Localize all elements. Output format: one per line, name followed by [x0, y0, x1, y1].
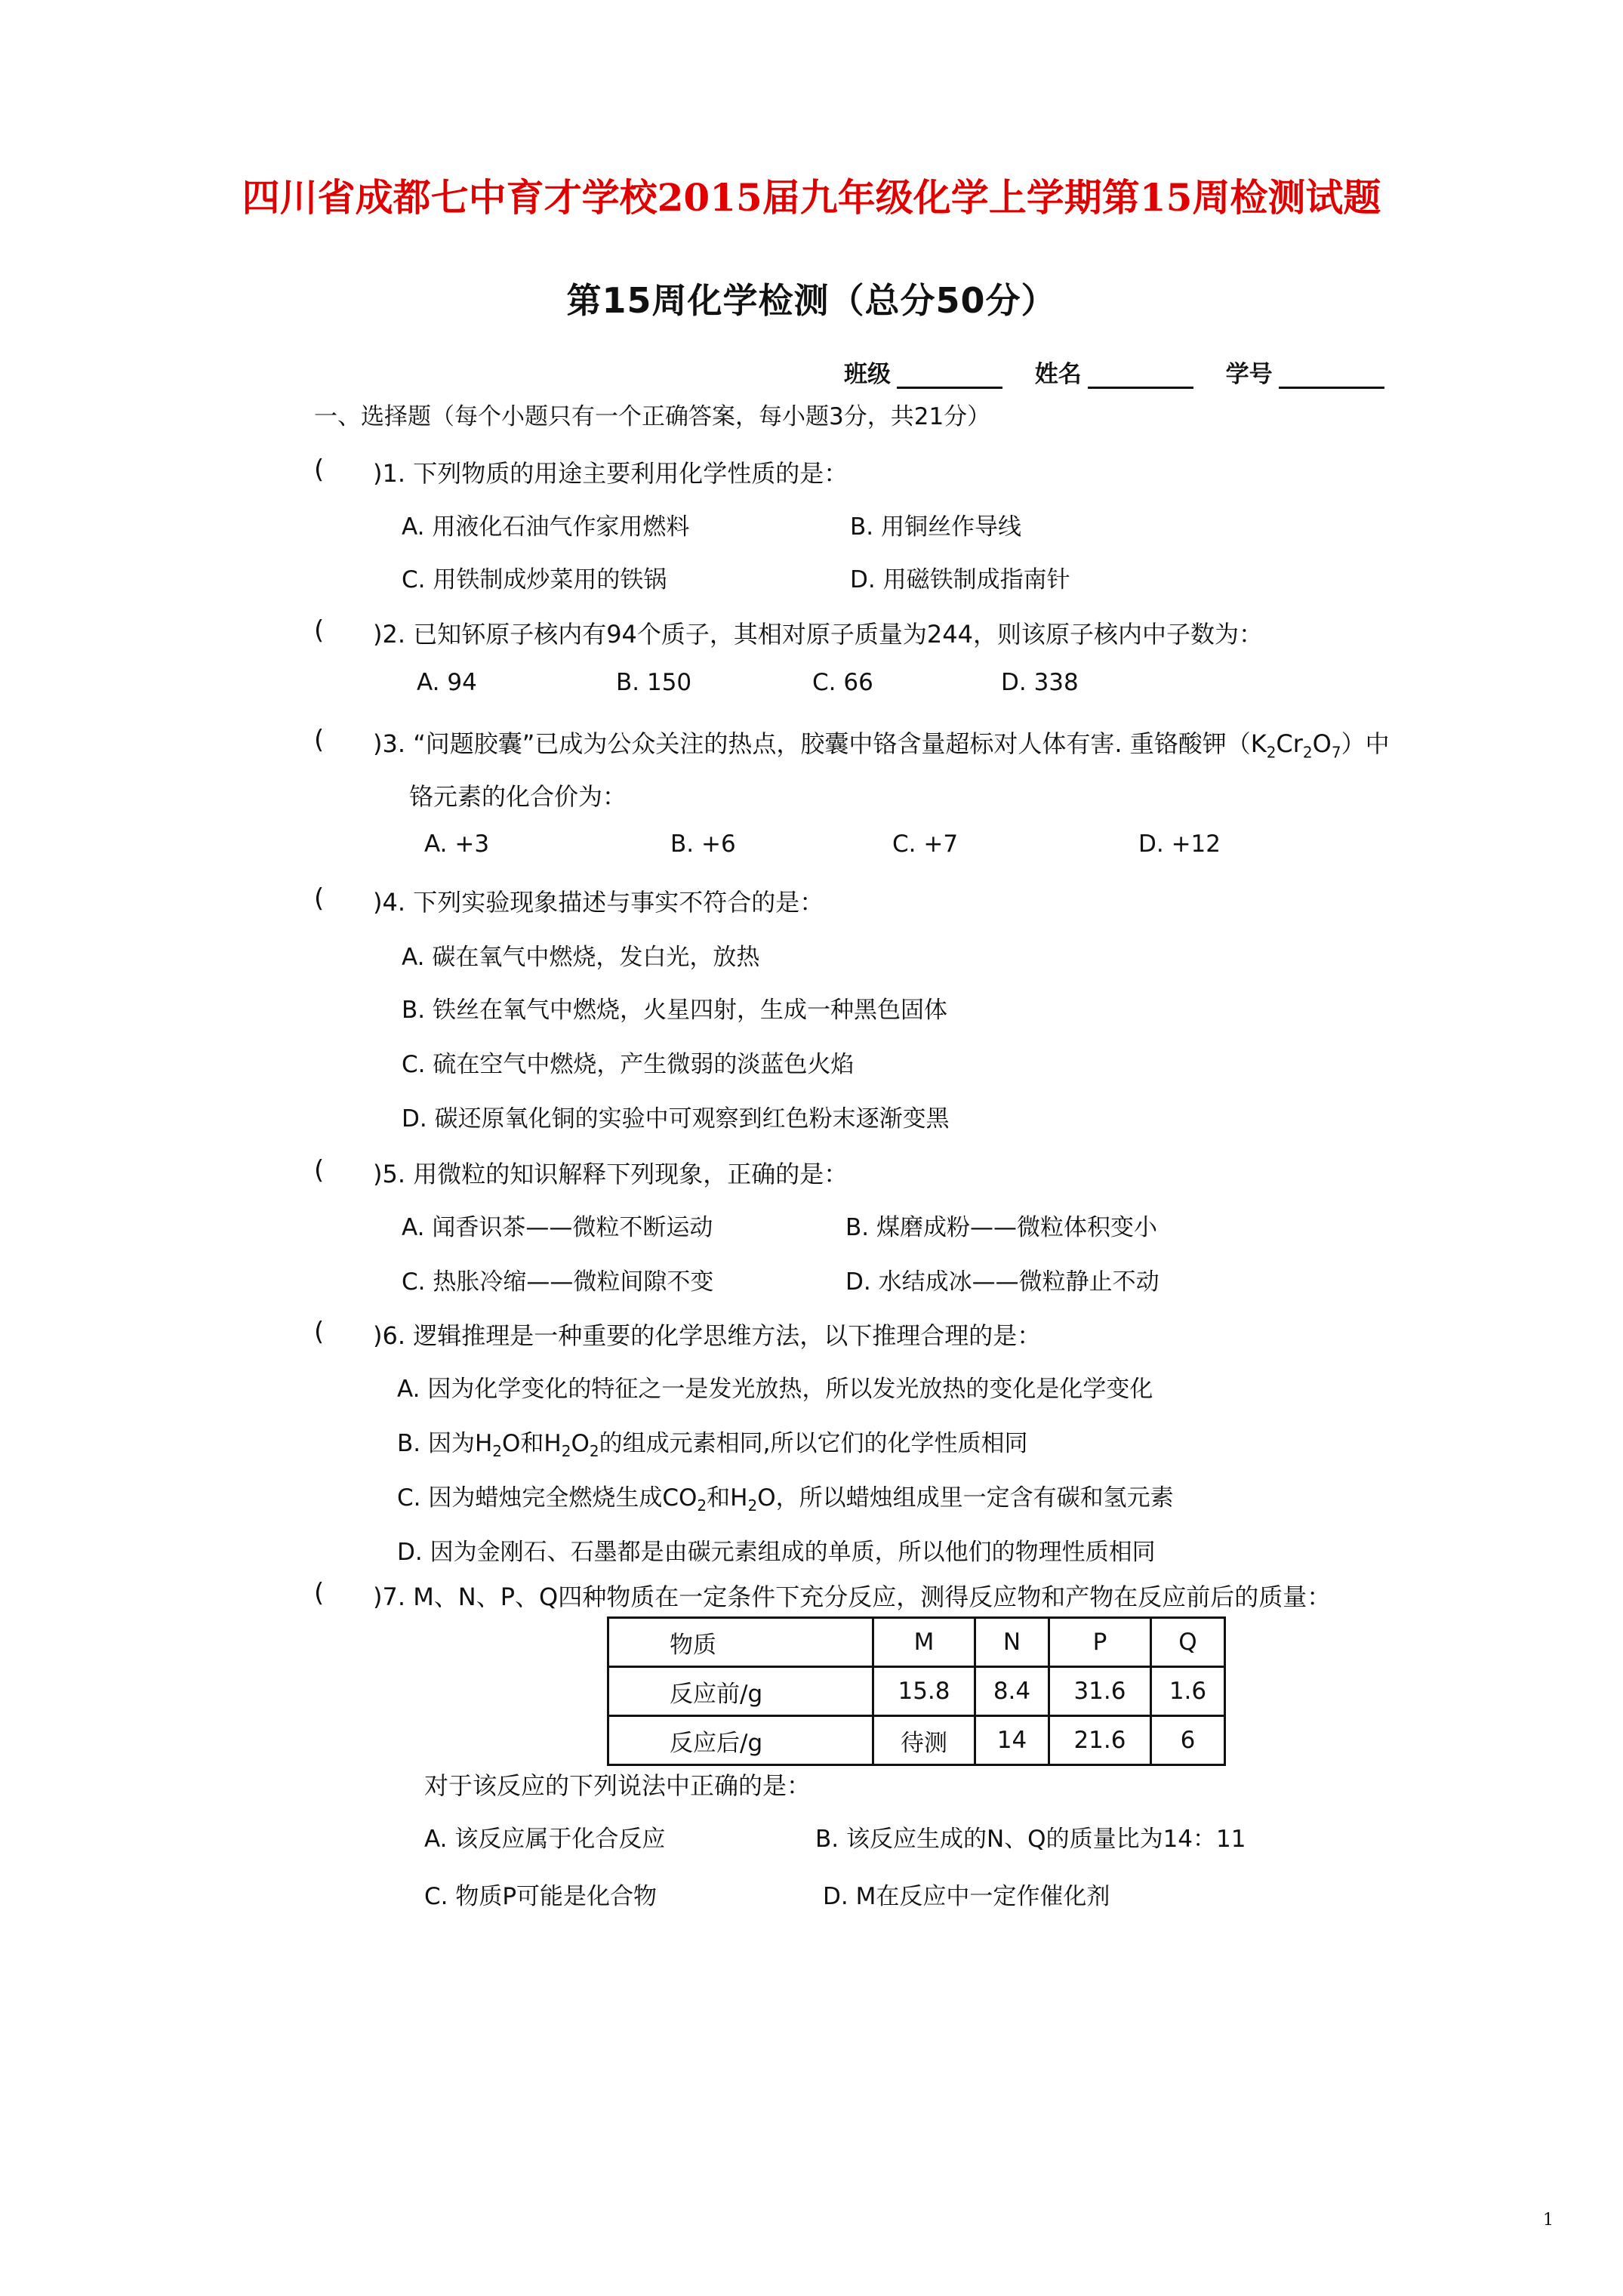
q5-option-b: B. 煤磨成粉——微粒体积变小 [845, 1214, 1157, 1241]
answer-paren-q4: ( [314, 883, 325, 914]
question-4-stem: )4. 下列实验现象描述与事实不符合的是： [373, 888, 824, 917]
q3-option-d: D. +12 [1138, 831, 1221, 858]
answer-paren-q1: ( [314, 455, 325, 485]
id-label: 学号 [1225, 361, 1273, 388]
answer-paren-q7: ( [314, 1578, 325, 1608]
table-cell: 31.6 [1049, 1667, 1150, 1716]
q1-option-a: A. 用液化石油气作家用燃料 [402, 513, 690, 541]
table-cell: 反应后/g [608, 1716, 873, 1765]
table-cell: 1.6 [1150, 1667, 1224, 1716]
q3-option-b: B. +6 [670, 831, 736, 858]
table-header-cell: P [1049, 1618, 1150, 1667]
table-cell: 14 [975, 1716, 1049, 1765]
question-6-stem: )6. 逻辑推理是一种重要的化学思维方法，以下推理合理的是： [373, 1321, 1042, 1350]
table-cell: 反应前/g [608, 1667, 873, 1716]
answer-paren-q2: ( [314, 615, 325, 646]
table-cell: 6 [1150, 1716, 1224, 1765]
q1-option-c: C. 用铁制成炒菜用的铁锅 [402, 566, 667, 593]
name-blank [1088, 364, 1193, 389]
q1-option-d: D. 用磁铁制成指南针 [850, 566, 1070, 593]
question-3-stem-line2: 铬元素的化合价为： [409, 782, 627, 811]
table-row [608, 1716, 1225, 1765]
table-row [608, 1667, 1225, 1716]
table-header-row [608, 1618, 1225, 1667]
q2-option-d: D. 338 [1001, 669, 1079, 696]
student-info-fields [844, 355, 1384, 389]
q6-option-a: A. 因为化学变化的特征之一是发光放热，所以发光放热的变化是化学变化 [397, 1376, 1153, 1403]
q3-option-c: C. +7 [892, 831, 959, 858]
q7-option-b: B. 该反应生成的N、Q的质量比为14：11 [815, 1826, 1246, 1853]
name-label: 姓名 [1034, 361, 1082, 388]
q6-option-d: D. 因为金刚石、石墨都是由碳元素组成的单质，所以他们的物理性质相同 [397, 1539, 1156, 1566]
answer-paren-q3: ( [314, 725, 325, 755]
q7-option-c: C. 物质P可能是化合物 [424, 1883, 658, 1910]
q2-option-b: B. 150 [616, 669, 692, 696]
q4-option-b: B. 铁丝在氧气中燃烧，火星四射，生成一种黑色固体 [402, 997, 947, 1024]
table-header-cell: M [873, 1618, 975, 1667]
q5-option-c: C. 热胀冷缩——微粒间隙不变 [402, 1268, 714, 1296]
q6-option-b: B. 因为$H_2O$和$H_2O_2$的组成元素相同,所以它们的化学性质相同 [397, 1430, 1028, 1461]
table-header-cell: 物质 [608, 1618, 873, 1667]
section-heading: 一、选择题（每个小题只有一个正确答案，每小题3分，共21分） [314, 403, 991, 430]
question-1-stem: )1. 下列物质的用途主要利用化学性质的是： [373, 459, 848, 488]
q5-option-a: A. 闻香识茶——微粒不断运动 [402, 1214, 713, 1241]
table-header-cell: Q [1150, 1618, 1224, 1667]
class-label: 班级 [844, 361, 891, 388]
question-7-followup: 对于该反应的下列说法中正确的是： [424, 1771, 812, 1800]
class-blank [897, 364, 1002, 389]
page-number: 1 [1543, 2211, 1554, 2230]
q7-option-d: D. M在反应中一定作催化剂 [823, 1883, 1110, 1910]
document-title: 四川省成都七中育才学校2015届九年级化学上学期第15周检测试题 [242, 175, 1381, 220]
q6-option-c: C. 因为蜡烛完全燃烧生成$CO_2$和$H_2O$，所以蜡烛组成里一定含有碳和氢元素 [397, 1484, 1174, 1515]
q5-option-d: D. 水结成冰——微粒静止不动 [845, 1268, 1160, 1296]
exam-title: 第15周化学检测（总分50分） [566, 280, 1057, 321]
question-7-stem: )7. M、N、P、Q四种物质在一定条件下充分反应，测得反应物和产物在反应前后的质量： [373, 1583, 1332, 1611]
question-3-stem: )3. “问题胶囊”已成为公众关注的热点，胶囊中铬含量超标对人体有害. 重铬酸钾$(K_2Cr_2O_7)$中 [373, 729, 1390, 762]
question-2-stem: )2. 已知钚原子核内有94个质子，其相对原子质量为244，则该原子核内中子数为： [373, 620, 1263, 649]
answer-paren-q6: ( [314, 1317, 325, 1347]
answer-paren-q5: ( [314, 1155, 325, 1185]
q4-option-a: A. 碳在氧气中燃烧，发白光，放热 [402, 944, 760, 971]
table-cell: 15.8 [873, 1667, 975, 1716]
q2-option-c: C. 66 [812, 669, 873, 696]
q3-option-a: A. +3 [424, 831, 490, 858]
q1-option-b: B. 用铜丝作导线 [850, 513, 1021, 541]
mass-data-table [607, 1616, 1226, 1766]
table-cell: 21.6 [1049, 1716, 1150, 1765]
table-cell: 8.4 [975, 1667, 1049, 1716]
id-blank [1279, 364, 1384, 389]
q4-option-c: C. 硫在空气中燃烧，产生微弱的淡蓝色火焰 [402, 1051, 855, 1078]
question-5-stem: )5. 用微粒的知识解释下列现象，正确的是： [373, 1160, 848, 1188]
q4-option-d: D. 碳还原氧化铜的实验中可观察到红色粉末逐渐变黑 [402, 1105, 950, 1133]
q7-option-a: A. 该反应属于化合反应 [424, 1826, 666, 1853]
q2-option-a: A. 94 [417, 669, 477, 696]
table-cell: 待测 [873, 1716, 975, 1765]
table-header-cell: N [975, 1618, 1049, 1667]
